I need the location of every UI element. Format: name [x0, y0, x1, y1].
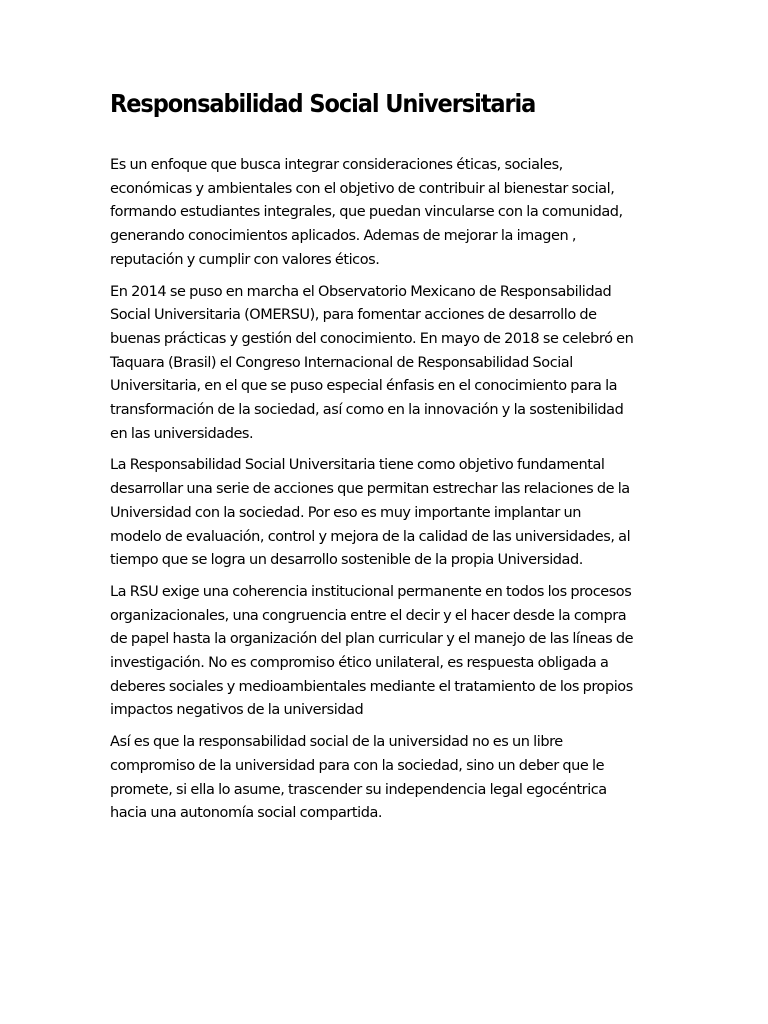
document-title: Responsabilidad Social Universitaria [110, 89, 536, 118]
paragraph-3: La Responsabilidad Social Universitaria tiene como objetivo fundamental desarrollar una serie de acciones que permitan estrechar las relaciones de la Universidad con la sociedad. Por eso es muy importante implantar un modelo de evaluación, control y mejora de la calidad de las universidades, al tiempo que se logra un desarrollo sostenible de la propia Universidad. [110, 457, 631, 569]
paragraph-4: La RSU exige una coherencia institucional permanente en todos los procesos organizacionales, una congruencia entre el decir y el hacer desde la compra de papel hasta la organización del plan curricular y el manejo de las líneas de investigación. No es compromiso ético unilateral, es respuesta obligada a deberes sociales y medioambientales mediante el tratamiento de los propios impactos negativos de la universidad [110, 583, 634, 719]
paragraph-2: En 2014 se puso en marcha el Observatorio Mexicano de Responsabilidad Social Universitaria (OMERSU), para fomentar acciones de desarrollo de buenas prácticas y gestión del conocimiento. En mayo de 2018 se celebró en Taquara (Brasil) el Congreso Internacional de Responsabilidad Social Universitaria, en el que se puso especial énfasis en el conocimiento para la transformación de la sociedad, así como en la innovación y la sostenibilidad en las universidades. [110, 283, 634, 442]
document-body [110, 86, 658, 834]
paragraph-1: Es un enfoque que busca integrar consideraciones éticas, sociales, económicas y ambientales con el objetivo de contribuir al bienestar social, formando estudiantes integrales, que puedan vincularse con la comunidad, generando conocimientos aplicados. Ademas de mejorar la imagen , reputación y cumplir con valores éticos. [110, 157, 623, 268]
paragraph-5: Así es que la responsabilidad social de la universidad no es un libre compromiso de la universidad para con la sociedad, sino un deber que le promete, si ella lo asume, trascender su independencia legal egocéntrica hacia una autonomía social compartida. [110, 734, 607, 822]
